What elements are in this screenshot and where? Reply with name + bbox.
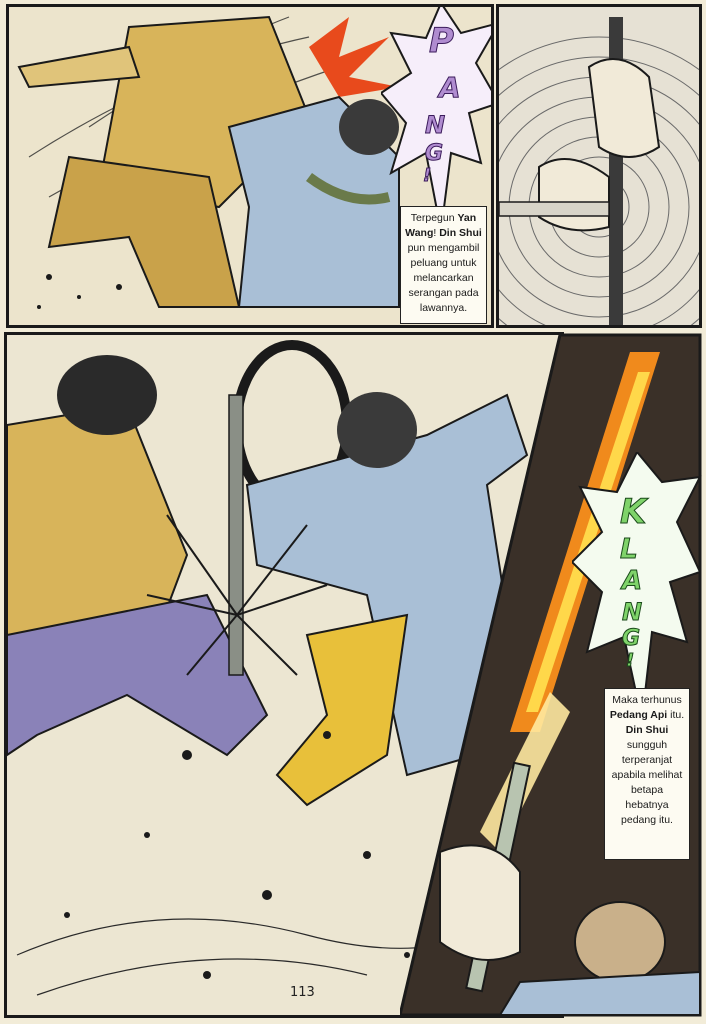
caption-top <box>400 206 487 324</box>
sfx-klang-a: A <box>622 566 643 596</box>
caption-bottom-text-2: itu. <box>667 709 685 721</box>
panel-top-left <box>6 4 494 328</box>
sfx-pang-g: G <box>425 141 444 166</box>
sfx-pang-a: A <box>439 71 461 104</box>
page-number: 113 <box>290 985 315 1000</box>
caption-bottom-text-3: sungguh terperanjat apabila melihat betapa hebatnya pedang itu. <box>611 739 683 826</box>
sfx-klang-l: L <box>620 532 638 565</box>
panel-top-right <box>496 4 702 328</box>
caption-top-text-3: pun mengambil peluang untuk melancarkan serangan pada lawannya. <box>407 242 480 314</box>
sfx-klang-g: G <box>622 626 641 651</box>
hand-sword-illustration <box>499 7 699 325</box>
caption-top-name-din-shui: Din Shui <box>439 227 482 239</box>
caption-top-name-yan-wang: Yan Wang <box>405 212 477 239</box>
sfx-pang-n: N <box>425 111 446 139</box>
caption-top-text-1: Terpegun <box>410 212 458 224</box>
caption-top-text-2: ! <box>433 227 440 239</box>
sfx-klang-excl: ! <box>626 650 635 671</box>
caption-bottom-text-1: Maka terhunus <box>612 694 682 706</box>
sfx-klang-k: K <box>620 492 647 532</box>
caption-bottom-name-din-shui: Din Shui <box>625 724 669 736</box>
sfx-pang-p: P <box>429 21 454 61</box>
caption-bottom <box>604 688 690 860</box>
sfx-pang-excl: ! <box>423 165 432 186</box>
sfx-klang-n: N <box>622 598 643 626</box>
panel-bottom-right <box>400 332 702 1018</box>
caption-bottom-name-pedang-api: Pedang Api <box>609 709 668 721</box>
